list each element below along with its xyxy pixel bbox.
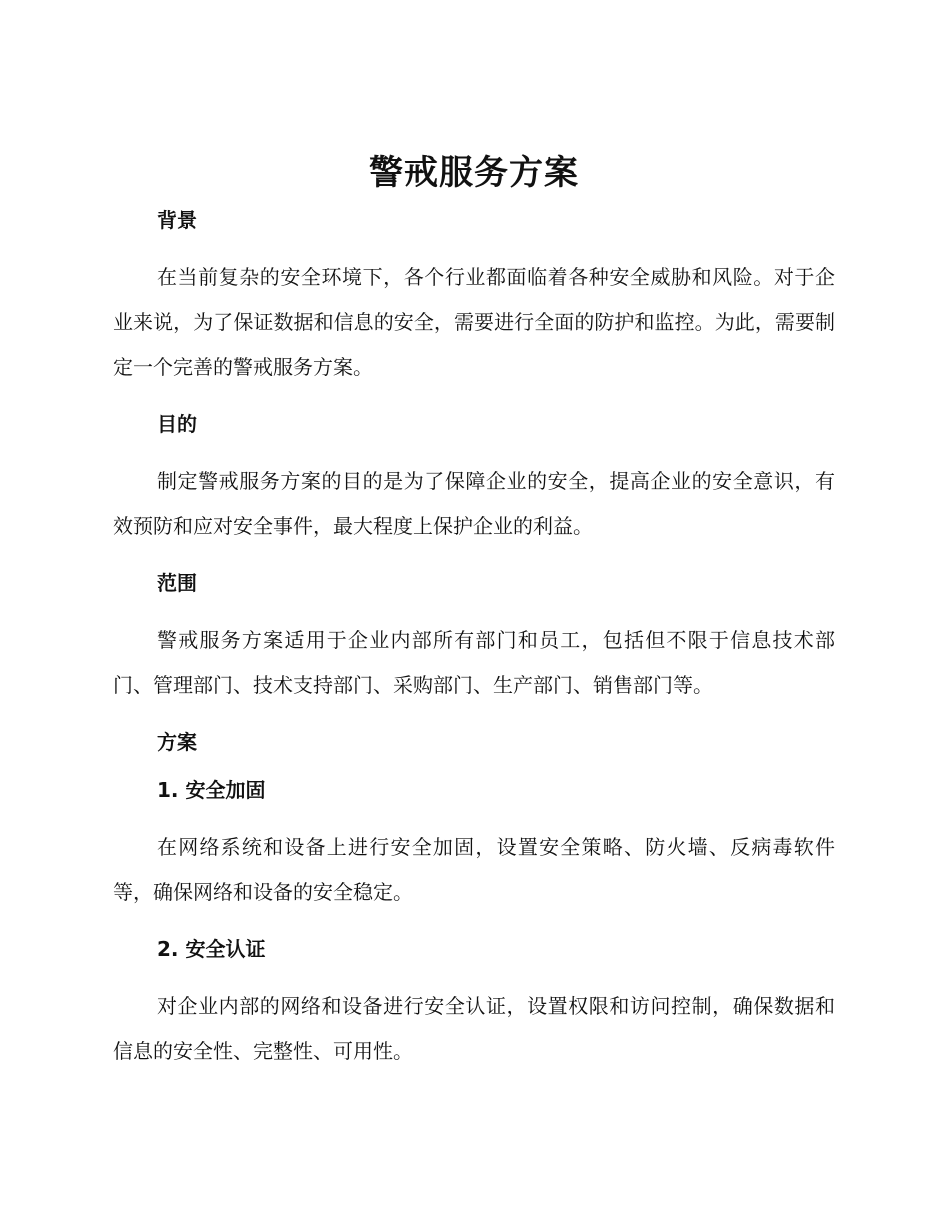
spacer bbox=[113, 234, 835, 255]
section-paragraph-scope: 警戒服务方案适用于企业内部所有部门和员工，包括但不限于信息技术部门、管理部门、技术支持部门、采购部门、生产部门、销售部门等。 bbox=[113, 628, 835, 697]
spacer bbox=[113, 196, 835, 206]
section-heading-scope: 范围 bbox=[157, 571, 197, 595]
section-paragraph-background: 在当前复杂的安全环境下，各个行业都面临着各种安全威胁和风险。对于企业来说，为了保证数据和信息的安全，需要进行全面的防护和监控。为此，需要制定一个完善的警戒服务方案。 bbox=[113, 265, 835, 379]
spacer bbox=[113, 708, 835, 728]
section-heading-purpose: 目的 bbox=[157, 412, 197, 436]
spacer bbox=[113, 597, 835, 618]
spacer bbox=[113, 963, 835, 984]
spacer bbox=[113, 804, 835, 825]
section-paragraph-security-hardening: 在网络系统和设备上进行安全加固，设置安全策略、防火墙、反病毒软件等，确保网络和设备的安全稳定。 bbox=[113, 835, 835, 904]
document-title: 警戒服务方案 bbox=[369, 153, 579, 193]
spacer bbox=[113, 390, 835, 410]
spacer bbox=[113, 756, 835, 776]
section-paragraph-purpose: 制定警戒服务方案的目的是为了保障企业的安全，提高企业的安全意识，有效预防和应对安全事件，最大程度上保护企业的利益。 bbox=[113, 469, 835, 538]
spacer bbox=[113, 438, 835, 459]
section-heading-background: 背景 bbox=[157, 208, 197, 232]
section-heading-security-authentication: 2. 安全认证 bbox=[157, 937, 266, 961]
section-paragraph-security-authentication: 对企业内部的网络和设备进行安全认证，设置权限和访问控制，确保数据和信息的安全性、完整性、可用性。 bbox=[113, 994, 835, 1063]
section-heading-security-hardening: 1. 安全加固 bbox=[157, 778, 266, 802]
section-heading-plan: 方案 bbox=[157, 730, 197, 754]
spacer bbox=[113, 549, 835, 569]
spacer bbox=[113, 915, 835, 935]
